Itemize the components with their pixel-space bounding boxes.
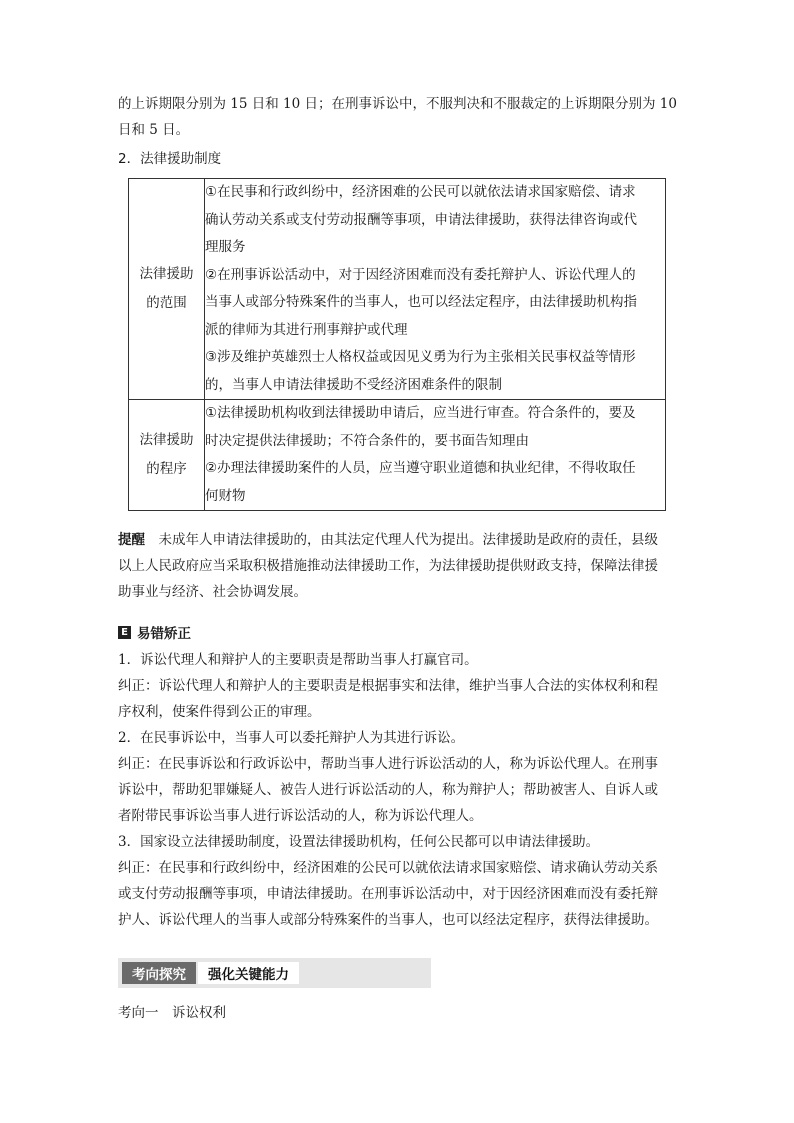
table-line: 时决定提供法律援助；不符合条件的，要书面告知理由 <box>205 432 529 449</box>
text-line: 护人、诉讼代理人的当事人或部分特殊案件的当事人，也可以经法定程序，获得法律援助。 <box>118 912 658 928</box>
table-row <box>129 179 666 400</box>
row-content-scope <box>205 179 666 400</box>
legal-aid-heading: 2．法律援助制度 <box>118 151 222 167</box>
text-line: 序权利，使案件得到公正的审理。 <box>118 704 321 720</box>
tip-paragraph <box>118 527 686 605</box>
table-line: 确认劳动关系或支付劳动报酬等事项，申请法律援助，获得法律咨询或代 <box>205 211 637 228</box>
row-header-scope <box>129 179 205 400</box>
table-line: ①法律援助机构收到法律援助申请后，应当进行审查。符合条件的，要及 <box>205 405 636 421</box>
tip-first-line <box>118 527 686 553</box>
tip-title: 提醒 <box>118 532 145 548</box>
text-line: 的上诉期限分别为 15 日和 10 日；在刑事诉讼中，不服判决和不服裁定的上诉期限分别为 10 <box>118 96 677 112</box>
text-line: 或支付劳动报酬等事项，申请法律援助。在刑事诉讼活动中，对于因经济困难而没有委托辩 <box>118 886 658 902</box>
table-row <box>129 400 666 511</box>
text-line: 在民事诉讼和行政诉讼中，帮助当事人进行诉讼活动的人，称为诉讼代理人。在刑事 <box>158 756 658 772</box>
row-header-line: 法律援助 <box>139 432 194 448</box>
row-header-line: 法律援助 <box>139 266 194 282</box>
table-line: 的，当事人申请法律援助不受经济困难条件的限制 <box>205 376 502 393</box>
table-line: 理服务 <box>205 239 246 255</box>
table-line: 派的律师为其进行刑事辩护或代理 <box>205 321 408 338</box>
text-line: 诉讼中，帮助犯罪嫌疑人、被告人进行诉讼活动的人，称为辩护人；帮助被害人、自诉人或 <box>118 782 658 798</box>
text-line: 者附带民事诉讼当事人进行诉讼活动的人，称为诉讼代理人。 <box>118 808 483 824</box>
correction-question: 1．诉讼代理人和辩护人的主要职责是帮助当事人打赢官司。 <box>118 652 478 668</box>
correction-label: 纠正： <box>118 860 159 876</box>
correction-answer-line <box>118 855 686 881</box>
text-line: 助事业与经济、社会协调发展。 <box>118 584 307 600</box>
banner-label-dark: 考向探究 <box>122 962 196 984</box>
section-e-icon: E <box>118 626 131 639</box>
table-line: ②在刑事诉讼活动中，对于因经济困难而没有委托辩护人、诉讼代理人的 <box>205 266 636 283</box>
text-line: 以上人民政府应当采取积极措施推动法律援助工作，为法律援助提供财政支持，保障法律援 <box>118 558 658 574</box>
row-header-line: 的范围 <box>146 295 187 311</box>
row-content-procedure <box>205 400 666 511</box>
correction-question: 3．国家设立法律援助制度，设置法律援助机构，任何公民都可以申请法律援助。 <box>118 834 600 850</box>
text-line: 日和 5 日。 <box>118 122 190 138</box>
banner-label-light: 强化关键能力 <box>198 962 299 984</box>
section-title-text: 易错矫正 <box>137 626 191 642</box>
correction-list <box>118 647 686 933</box>
correction-answer-line <box>118 751 686 777</box>
correction-label: 纠正： <box>118 756 159 772</box>
row-header-procedure <box>129 400 205 511</box>
text-line: 未成年人申请法律援助的，由其法定代理人代为提出。法律援助是政府的责任，县级 <box>145 532 658 548</box>
subsection-heading: 考向一 诉讼权利 <box>118 1005 226 1021</box>
legal-aid-table <box>128 178 666 511</box>
correction-label: 纠正： <box>118 678 159 694</box>
table-line: 当事人或部分特殊案件的当事人，也可以经法定程序，由法律援助机构指 <box>205 294 637 310</box>
row-header-line: 的程序 <box>146 461 187 477</box>
section-banner <box>118 958 431 988</box>
table-line: ①在民事和行政纠纷中，经济困难的公民可以就依法请求国家赔偿、请求 <box>205 184 636 200</box>
correction-question: 2．在民事诉讼中，当事人可以委托辩护人为其进行诉讼。 <box>118 730 465 746</box>
correction-section-title <box>118 621 191 643</box>
intro-paragraph <box>118 91 686 143</box>
table-line: 何财物 <box>205 487 246 504</box>
text-line: 在民事和行政纠纷中，经济困难的公民可以就依法请求国家赔偿、请求确认劳动关系 <box>158 860 658 876</box>
table-line: ②办理法律援助案件的人员，应当遵守职业道德和执业纪律，不得收取任 <box>205 460 636 476</box>
correction-answer-line <box>118 673 686 699</box>
text-line: 诉讼代理人和辩护人的主要职责是根据事实和法律，维护当事人合法的实体权利和程 <box>158 678 658 694</box>
table-line: ③涉及维护英雄烈士人格权益或因见义勇为行为主张相关民事权益等情形 <box>205 349 636 365</box>
